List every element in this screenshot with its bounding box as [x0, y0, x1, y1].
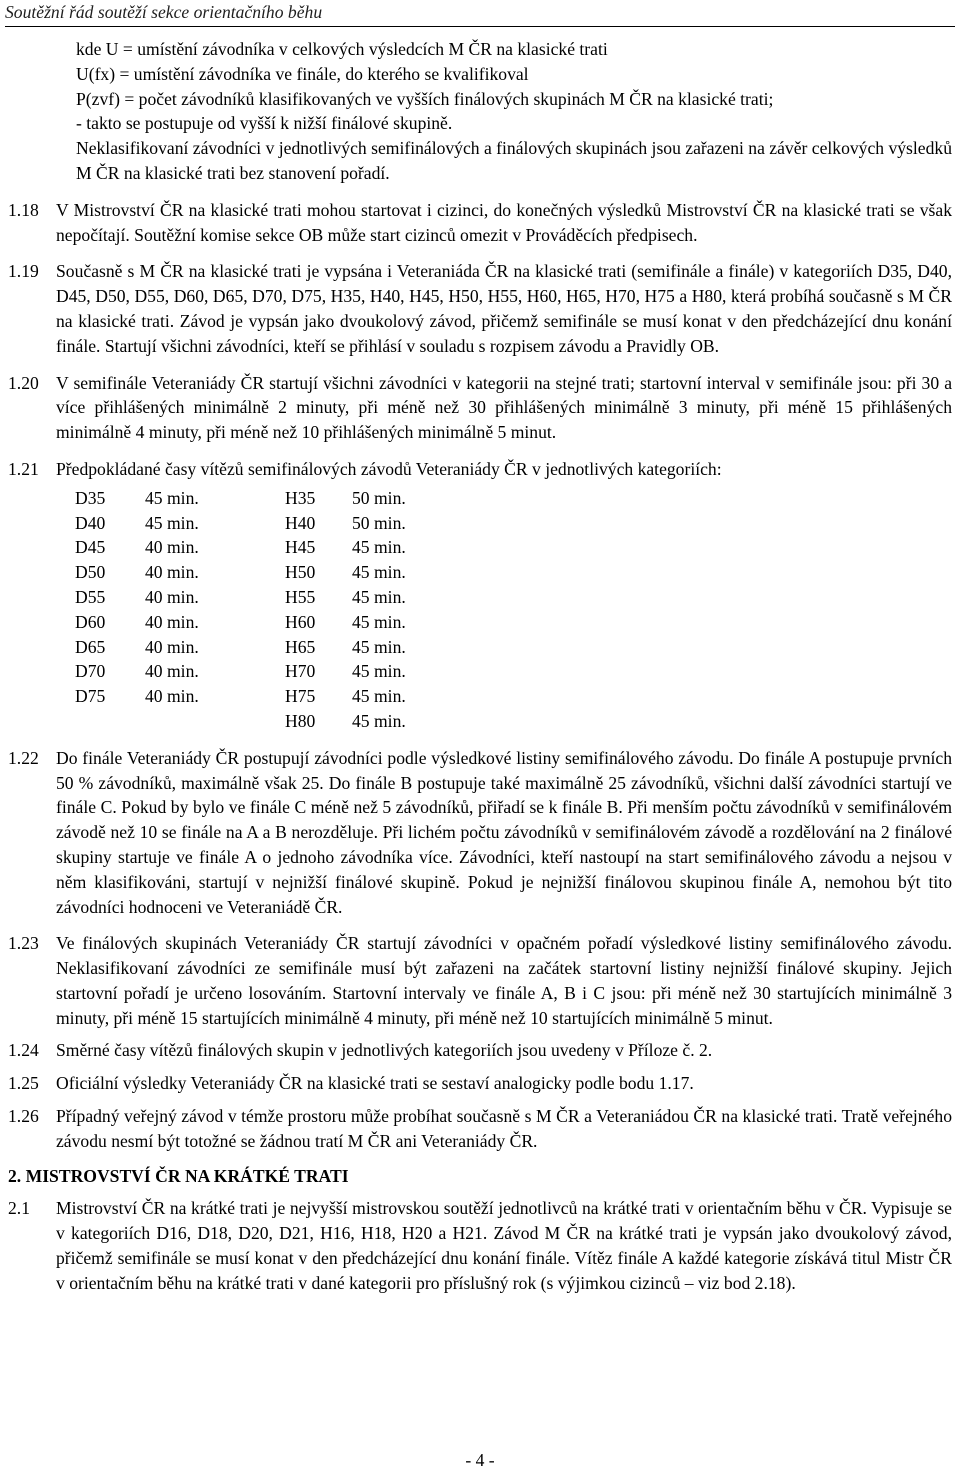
table-cell: 40 min. [145, 636, 199, 657]
table-cell: 40 min. [145, 586, 199, 607]
paragraph-number: 2.1 [8, 1198, 30, 1219]
paragraph-text: Předpokládané časy vítězů semifinálových závodů Veteraniády ČR v jednotlivých kategoriích: [56, 458, 722, 479]
intro-block [76, 37, 952, 186]
table-cell: 45 min. [352, 661, 406, 682]
paragraph-number: 1.19 [8, 261, 39, 282]
paragraph-number: 1.18 [8, 199, 39, 220]
table-cell: 45 min. [352, 710, 406, 731]
intro-line: U(fx) = umístění závodníka ve finále, do kterého se kvalifikoval [76, 63, 529, 84]
paragraph-1-22 [0, 746, 952, 920]
paragraph-2-1 [0, 1196, 952, 1295]
paragraph-text: Do finále Veteraniády ČR postupují závodníci podle výsledkové listiny semifinálového závodu. Do finále A postupuje prvních 50 % závodníků, maximálně však 25. Do finále B postupuje také maximálně 25 závodníků, všichni další závodníci startují ve finále C. Pokud by bylo ve finále C méně než 5 závodníků, přiřadí se k finále B. Při menším počtu závodníků v semifinálovém závodě než 10 se finále na A a B nerozděluje. Při lichém počtu závodníků v semifinálovém závodě a rozdělování na 2 finálové skupiny startuje ve finále A o jednoho závodníka více. Závodníci, kteří nastoupí na start semifinálového závodu a nejsou v něm klasifikováni, startují v nejnižší finálové skupině. Pokud je nejnižší finálovou skupinou finále A, nemohou být tito závodníci hodnoceni ve Veteraniádě ČR. [56, 747, 952, 917]
table-cell: 45 min. [145, 487, 199, 508]
table-cell: H55 [285, 586, 316, 607]
table-cell: D45 [75, 537, 106, 558]
table-cell: 40 min. [145, 686, 199, 707]
table-row [75, 659, 960, 684]
intro-line: - takto se postupuje od vyšší k nižší finálové skupině. [76, 113, 453, 134]
table-cell: D60 [75, 611, 106, 632]
table-cell [145, 709, 285, 734]
table-cell: H65 [285, 636, 316, 657]
winner-times-table [75, 486, 960, 734]
header-divider [5, 26, 955, 27]
table-row [75, 486, 960, 511]
table-row [75, 709, 960, 734]
page-number: - 4 - [465, 1450, 495, 1470]
table-row [75, 535, 960, 560]
table-cell: 50 min. [352, 512, 406, 533]
paragraph-number: 1.24 [8, 1040, 39, 1061]
paragraph-1-26 [0, 1104, 952, 1154]
table-cell: 40 min. [145, 661, 199, 682]
table-cell: D75 [75, 686, 106, 707]
intro-line: P(zvf) = počet závodníků klasifikovaných ve vyšších finálových skupinách M ČR na klasické trati; [76, 88, 774, 109]
intro-line: kde U = umístění závodníka v celkových výsledcích M ČR na klasické trati [76, 39, 608, 59]
table-cell: H45 [285, 537, 316, 558]
paragraph-number: 1.25 [8, 1073, 39, 1094]
paragraph-text: Ve finálových skupinách Veteraniády ČR startují závodníci v opačném pořadí výsledkové listiny semifinálového závodu. Neklasifikovaní závodníci ze semifinále musí být zařazeni na začátek startovní listiny nejnižší finálové skupiny. Jejich startovní pořadí je určeno losováním. Startovní intervaly ve finále A, B i C jsou: při méně než 30 startujících minimálně 3 minuty, při méně 15 startujících minimálně 4 minuty, při méně než 10 startujících minimálně 5 minut. [56, 933, 952, 1028]
page-header: Soutěžní řád soutěží sekce orientačního běhu [5, 2, 323, 22]
table-cell: D65 [75, 636, 106, 657]
paragraph-number: 1.26 [8, 1106, 39, 1127]
table-row [75, 511, 960, 536]
table-row [75, 585, 960, 610]
paragraph-text: Případný veřejný závod v témže prostoru může probíhat současně s M ČR a Veteraniádou ČR na klasické trati. Tratě veřejného závodu nesmí být totožné se žádnou tratí M ČR ani Veteraniády ČR. [56, 1106, 952, 1151]
table-cell: H80 [285, 710, 316, 731]
table-row [75, 684, 960, 709]
paragraph-1-23 [0, 931, 952, 1030]
paragraph-text: Mistrovství ČR na krátké trati je nejvyšší mistrovskou soutěží jednotlivců na krátké trati v orientačním běhu v ČR. Vypisuje se v kategoriích D16, D18, D20, D21, H16, H18, H20 a H21. Závod M ČR na krátké trati je vypsán jako dvoukolový závod, přičemž semifinále se musí konat v den předcházející dnu konání finále. Vítěz finále A každé kategorie získává titul Mistr ČR v orientačním běhu na krátké trati v dané kategorii pro příslušný rok (s výjimkou cizinců – viz bod 2.18). [56, 1198, 952, 1293]
paragraph-number: 1.20 [8, 372, 39, 393]
table-row [75, 635, 960, 660]
paragraph-1-21 [0, 457, 952, 482]
table-cell: H75 [285, 686, 316, 707]
table-cell: H35 [285, 487, 316, 508]
table-cell: D70 [75, 661, 106, 682]
table-cell: 45 min. [352, 636, 406, 657]
table-cell: D40 [75, 512, 106, 533]
document-body [0, 37, 960, 1296]
paragraph-1-19 [0, 259, 952, 358]
paragraph-1-24 [0, 1038, 952, 1063]
table-cell: 45 min. [352, 686, 406, 707]
table-cell: 50 min. [352, 487, 406, 508]
paragraph-number: 1.22 [8, 747, 39, 768]
table-cell: 45 min. [352, 562, 406, 583]
paragraph-1-25 [0, 1071, 952, 1096]
table-cell: H50 [285, 562, 316, 583]
paragraph-1-18 [0, 198, 952, 248]
table-cell: 45 min. [352, 586, 406, 607]
table-cell [75, 709, 145, 734]
paragraph-text: Oficiální výsledky Veteraniády ČR na klasické trati se sestaví analogicky podle bodu 1.17. [56, 1073, 694, 1094]
table-cell: 45 min. [352, 611, 406, 632]
table-cell: 45 min. [145, 512, 199, 533]
section-heading: 2. MISTROVSTVÍ ČR NA KRÁTKÉ TRATI [8, 1165, 349, 1186]
table-cell: D55 [75, 586, 106, 607]
table-cell: H60 [285, 611, 316, 632]
table-cell: 40 min. [145, 537, 199, 558]
paragraph-text: Současně s M ČR na klasické trati je vypsána i Veteraniáda ČR na klasické trati (semifinále a finále) v kategoriích D35, D40, D45, D50, D55, D60, D65, D70, D75, H35, H40, H45, H50, H55, H60, H65, H70, H75 a H80, která probíhá současně s M ČR na klasické trati. Závod je vypsán jako dvoukolový závod, přičemž semifinále se musí konat v den předcházející dnu konání finále. Startují všichni závodníci, kteří se přihlásí v souladu s rozpisem závodu a Pravidly OB. [56, 261, 952, 356]
paragraph-number: 1.23 [8, 933, 39, 954]
table-cell: 40 min. [145, 562, 199, 583]
table-cell: H40 [285, 512, 316, 533]
paragraph-number: 1.21 [8, 458, 39, 479]
table-cell: 45 min. [352, 537, 406, 558]
table-cell: D50 [75, 562, 106, 583]
table-cell: H70 [285, 661, 316, 682]
table-row [75, 610, 960, 635]
table-cell: D35 [75, 487, 106, 508]
paragraph-text: V Mistrovství ČR na klasické trati mohou startovat i cizinci, do konečných výsledků Mistrovství ČR na klasické trati se však nepočítají. Soutěžní komise sekce OB může start cizinců omezit v Prováděcích předpisech. [56, 199, 952, 245]
table-cell: 40 min. [145, 611, 199, 632]
paragraph-text: V semifinále Veteraniády ČR startují všichni závodníci v kategorii na stejné trati; startovní interval v semifinále jsou: při 30 a více přihlášených minimálně 2 minuty, při méně než 30 přihlášených minimálně 3 minuty, při méně 15 přihlášených minimálně 4 minuty, při méně než 10 přihlášených minimálně 5 minut. [56, 372, 952, 443]
table-row [75, 560, 960, 585]
paragraph-1-20 [0, 371, 952, 445]
intro-paragraph: Neklasifikovaní závodníci v jednotlivých semifinálových a finálových skupinách jsou zařazeni na závěr celkových výsledků M ČR na klasické trati bez stanovení pořadí. [76, 138, 952, 183]
paragraph-text: Směrné časy vítězů finálových skupin v jednotlivých kategoriích jsou uvedeny v Příloze č. 2. [56, 1040, 713, 1061]
